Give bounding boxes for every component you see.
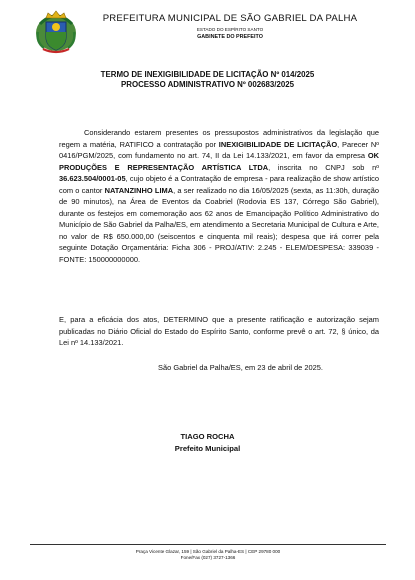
company-name: OK PRODUÇÕES E REPRESENTAÇÃO ARTÍSTICA LTDA xyxy=(59,151,379,172)
paragraph-text: , Parecer Nº 0416/PGM/2025, com fundamento no art. 74, II da Lei 14.133/2021, em favor da empresa xyxy=(59,139,379,161)
process-number: PROCESSO ADMINISTRATIVO Nº 002683/2025 xyxy=(120,80,295,89)
footer-phone: Fone/Fax (027) 3727-1366 xyxy=(180,555,236,560)
document-title: TERMO DE INEXIGIBILIDADE DE LICITAÇÃO Nº 014/2025 xyxy=(100,70,315,79)
signatory-name: TIAGO ROCHA xyxy=(180,432,235,441)
ratification-paragraph xyxy=(59,127,379,266)
paragraph-text: , inscrita no CNPJ sob nº xyxy=(268,162,380,172)
municipality-name: PREFEITURA MUNICIPAL DE SÃO GABRIEL DA PALHA xyxy=(102,13,358,24)
municipal-coat-of-arms-icon xyxy=(34,10,78,54)
letterhead xyxy=(80,10,380,40)
company-cnpj: 36.623.504/0001-05 xyxy=(59,174,126,184)
signatory-role: Prefeito Municipal xyxy=(174,444,241,453)
paragraph-text: , cujo objeto é a Contratação de empresa - para realização de show artístico com o cantor xyxy=(59,174,379,195)
office-name: GABINETE DO PREFEITO xyxy=(197,34,263,40)
footer-address: Praça Vicente Glazar, 159 | São Gabriel da Palha-ES | CEP 29780 000 xyxy=(135,549,281,554)
paragraph-text: , a ser realizado no dia 16/05/2025 (sexta, as 11:30h, duração de 90 minutos), na Área de Eventos da Coabriel (Rodovia ES 137, Córrego São Gabriel), durante os festejos em comemoração aos 62 anos de Emancipação Político Administrativo do Município de São Gabriel da Palha/ES, em atendimento a Secretaria Municipal de Cultura e Arte, no valor de R$ 650.000,00 (seiscentos e cinquenta mil reais); despesa que irá correr pela seguinte Dotação Orçamentária: Ficha 306 - PROJ/ATIV: 2.245 - ELEM/DESPESA: 339039 - FONTE: 150000000000. xyxy=(59,185,379,265)
document-date: São Gabriel da Palha/ES, em 23 de abril de 2025. xyxy=(158,363,323,372)
state-name: ESTADO DO ESPÍRITO SANTO xyxy=(196,27,264,32)
footer-divider xyxy=(30,544,386,545)
determination-paragraph: E, para a eficácia dos atos, DETERMINO que a presente ratificação e autorização sejam publicadas no Diário Oficial do Estado do Espírito Santo, conforme prevê o art. 72, § único, da Lei nº 14.133/2021. xyxy=(59,315,379,348)
artist-name: NATANZINHO LIMA xyxy=(104,185,174,195)
paragraph-text: Considerando estarem presentes os pressupostos administrativos da legislação que regem a matéria, RATIFICO a contratação por xyxy=(59,128,379,149)
procurement-type: INEXIGIBILIDADE DE LICITAÇÃO xyxy=(218,139,338,149)
